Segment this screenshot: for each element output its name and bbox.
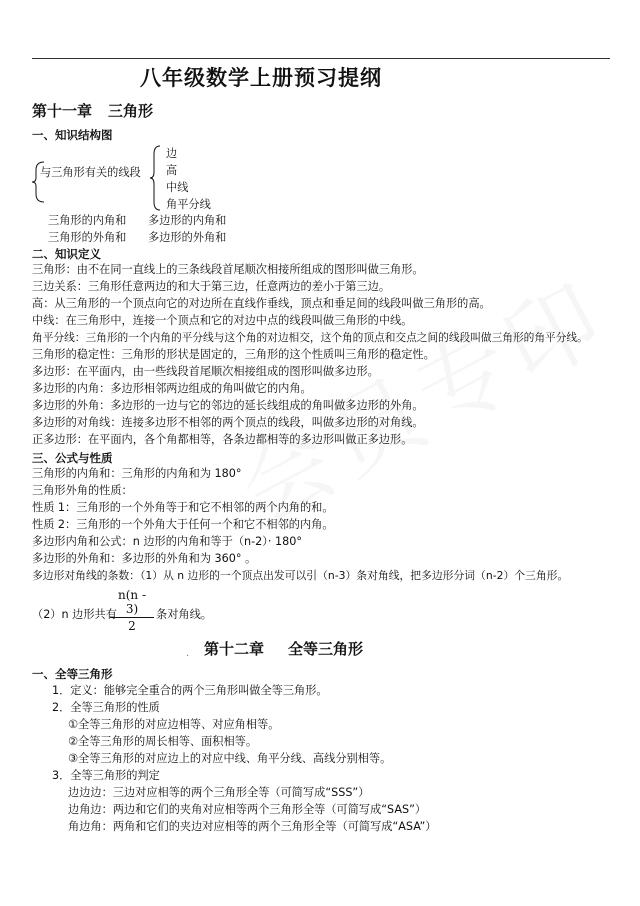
definition-line: 中线：在三角形中，连接一个顶点和它的对边中点的线段叫做三角形的中线。 [32, 314, 413, 327]
definition-line: 三角形：由不在同一直线上的三条线段首尾顺次相接所组成的图形叫做三角形。 [32, 263, 424, 276]
document-title: 八年级数学上册预习提纲 [140, 65, 382, 90]
structure-row1-left: 三角形的内角和 [48, 214, 127, 227]
section-structure-title: 一、知识结构图 [32, 128, 113, 142]
formula-line: 性质 1：三角形的一个外角等于和它不相邻的两个内角的和。 [32, 501, 334, 514]
chapter-12-name: 全等三角形 [288, 640, 364, 658]
formula-line: 性质 2：三角形的一个外角大于任何一个和它不相邻的内角。 [32, 518, 334, 531]
fraction-numerator: n(n - 3) [110, 588, 154, 618]
chapter-11-heading [32, 100, 153, 121]
fraction-denominator: 2 [128, 619, 136, 633]
definition-line: 角平分线：三角形的一个内角的平分线与这个角的对边相交，这个角的顶点和交点之间的线段叫做三角形的角平分线。 [32, 331, 588, 344]
congruent-item: ②全等三角形的周长相等、面积相等。 [68, 735, 258, 748]
congruent-item: ①全等三角形的对应边相等、对应角相等。 [68, 718, 280, 731]
diagonal-count-prefix: （2）n 边形共有 [32, 608, 117, 621]
formula-line: 多边形的外角和：多边形的外角和为 360° 。 [32, 552, 257, 565]
definition-line: 多边形的内角：多边形相邻两边组成的角叫做它的内角。 [32, 382, 312, 395]
congruent-item: ③全等三角形的对应边上的对应中线、角平分线、高线分别相等。 [68, 752, 392, 765]
diagonal-count-suffix: 条对角线。 [156, 608, 212, 621]
structure-branch-median: 中线 [166, 181, 189, 194]
congruent-item: 1．定义：能够完全重合的两个三角形叫做全等三角形。 [52, 684, 328, 697]
definition-line: 三边关系：三角形任意两边的和大于第三边，任意两边的差小于第三边。 [32, 280, 391, 293]
formula-line: 多边形内角和公式：n 边形的内角和等于（n-2）· 180° [32, 535, 302, 548]
structure-branch-side: 边 [166, 147, 178, 160]
structure-row2-right: 多边形的外角和 [148, 231, 227, 244]
definition-line: 多边形：在平面内，由一些线段首尾顺次相接组成的图形叫做多边形。 [32, 365, 379, 378]
definition-line: 多边形的对角线：连接多边形不相邻的两个顶点的线段，叫做多边形的对角线。 [32, 416, 424, 429]
structure-main-label: 与三角形有关的线段 [40, 166, 141, 179]
definition-line: 三角形的稳定性：三角形的形状是固定的，三角形的这个性质叫三角形的稳定性。 [32, 348, 435, 361]
header-rule [32, 58, 610, 59]
section-definitions-title: 二、知识定义 [32, 247, 101, 261]
structure-row1-right: 多边形的内角和 [148, 214, 227, 227]
stray-dot: . [186, 648, 190, 659]
definition-line: 正多边形：在平面内，各个角都相等，各条边都相等的多边形叫做正多边形。 [32, 433, 413, 446]
congruent-item: 角边角：两角和它们的夹边对应相等的两个三角形全等（可简写成“ASA”） [68, 820, 437, 833]
chapter-12-heading [204, 638, 363, 659]
structure-branch-bisector: 角平分线 [166, 198, 211, 211]
chapter-12-number: 第十二章 [204, 640, 265, 658]
chapter-11-number: 第十一章 [32, 102, 93, 120]
formula-line: 三角形外角的性质： [32, 484, 133, 497]
formula-line: 三角形的内角和：三角形的内角和为 180° [32, 467, 242, 480]
section-formulas-title: 三、公式与性质 [32, 451, 113, 465]
definition-line: 高：从三角形的一个顶点向它的对边所在直线作垂线，顶点和垂足间的线段叫做三角形的高。 [32, 297, 491, 310]
structure-row2-left: 三角形的外角和 [48, 231, 127, 244]
congruent-item: 边角边：两边和它们的夹角对应相等两个三角形全等（可简写成“SAS”） [68, 803, 427, 816]
formula-line: 多边形对角线的条数：（1）从 n 边形的一个顶点出发可以引（n-3）条对角线，把多边形分词（n-2）个三角形。 [32, 569, 569, 582]
congruent-item: 2．全等三角形的性质 [52, 701, 160, 714]
structure-branch-height: 高 [166, 164, 178, 177]
congruent-item: 边边边：三边对应相等的两个三角形全等（可简写成“SSS”） [68, 786, 370, 799]
chapter-11-name: 三角形 [108, 102, 154, 120]
definition-line: 多边形的外角：多边形的一边与它的邻边的延长线组成的角叫做多边形的外角。 [32, 399, 424, 412]
congruent-item: 3．全等三角形的判定 [52, 769, 160, 782]
section-congruent-title: 一、全等三角形 [32, 667, 113, 681]
right-brace-icon [148, 144, 162, 212]
